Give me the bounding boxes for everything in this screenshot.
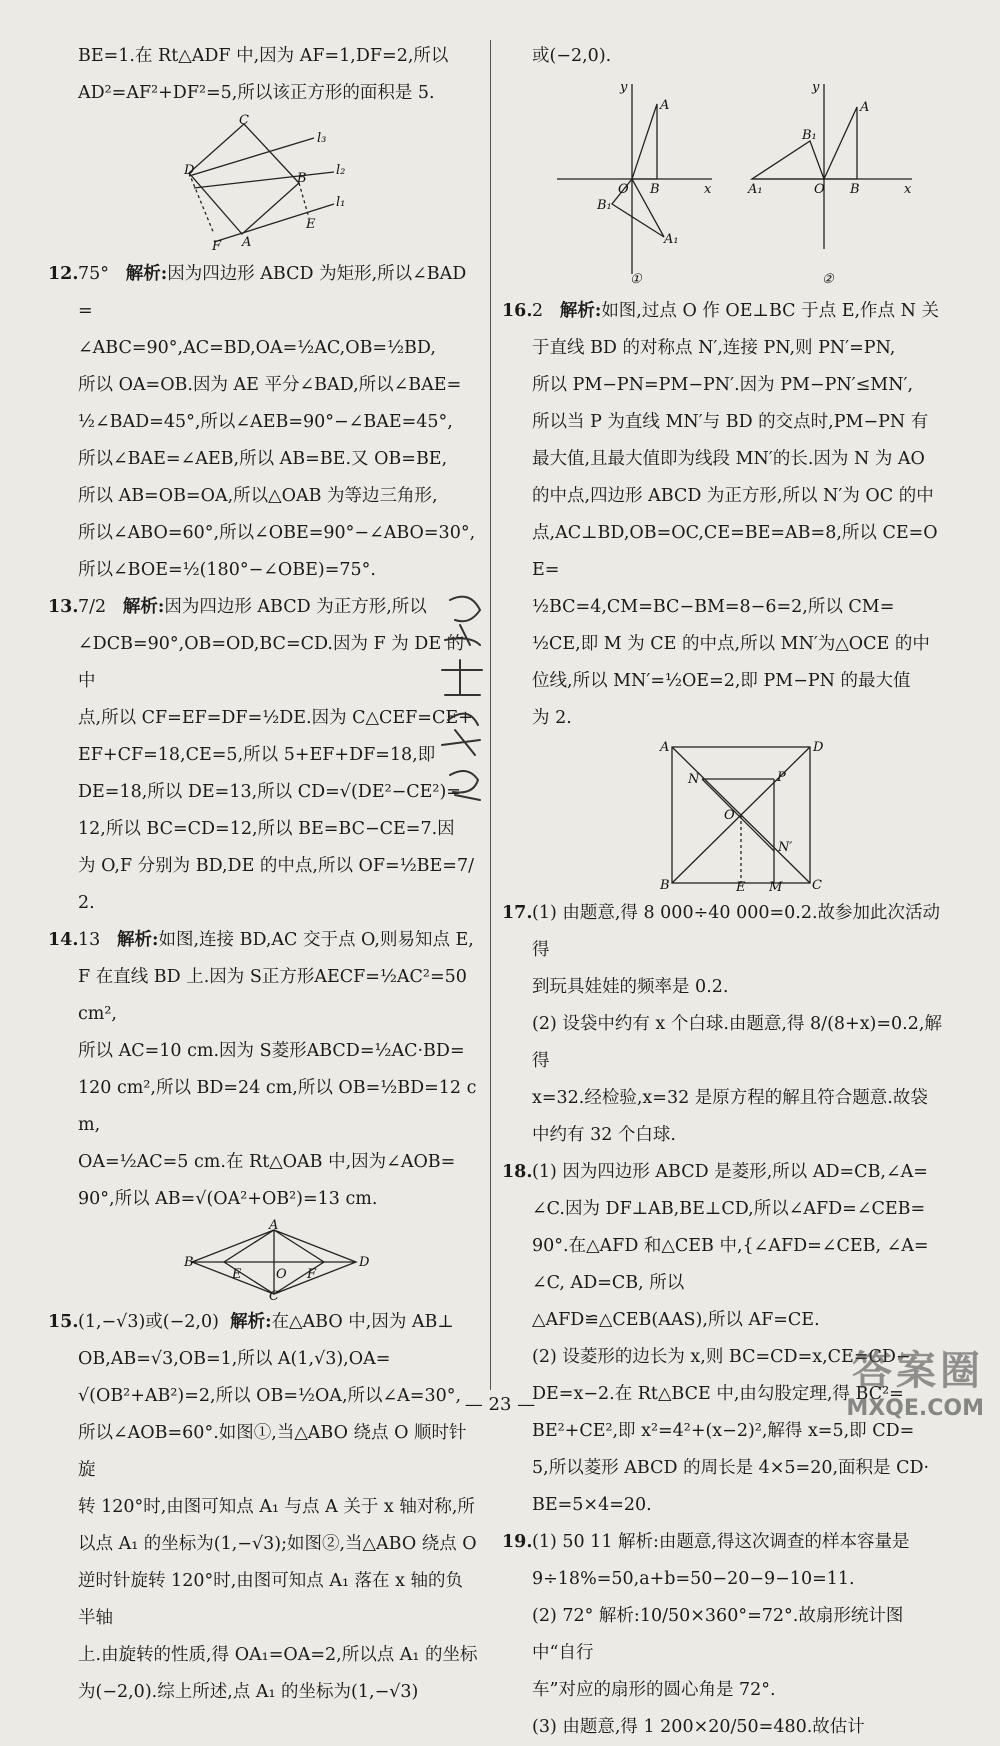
text-line: 所以∠ABO=60°,所以∠OBE=90°−∠ABO=30°, xyxy=(78,523,476,543)
text-line: 逆时针旋转 120°时,由图可知点 A₁ 落在 x 轴的负半轴 xyxy=(78,1571,464,1628)
text-line: F 在直线 BD 上.因为 S正方形AECF=½AC²=50 cm², xyxy=(78,967,467,1024)
text-line: 90°.在△AFD 和△CEB 中,{∠AFD=∠CEB, ∠A=∠C, AD=CB, 所以 xyxy=(532,1236,929,1293)
text-line: ½BC=4,CM=BC−BM=8−6=2,所以 CM= xyxy=(532,597,895,617)
item-number: 19. xyxy=(502,1532,533,1552)
analysis-label: 解析: xyxy=(125,264,168,284)
text-line: OA=½AC=5 cm.在 Rt△OAB 中,因为∠AOB= xyxy=(78,1152,456,1172)
fig-label: P xyxy=(777,770,786,785)
answer-value: 7/2 xyxy=(78,597,107,617)
text-line: x=32.经检验,x=32 是原方程的解且符合题意.故袋 xyxy=(532,1088,928,1108)
answer-value: 2 xyxy=(532,301,544,321)
right-column xyxy=(502,38,942,1746)
text-line: 到玩具娃娃的频率是 0.2. xyxy=(532,977,729,997)
fig-label: A xyxy=(860,100,870,115)
answer-17 xyxy=(502,895,942,1154)
text-line: (2) 设菱形的边长为 x,则 BC=CD=x,CE=CD− xyxy=(532,1347,911,1367)
text-line: 因为四边形 ABCD 为矩形,所以∠BAD= xyxy=(78,264,467,321)
fig-label: l₁ xyxy=(336,195,346,210)
item-number: 15. xyxy=(48,1312,79,1332)
text-line: ½∠BAD=45°,所以∠AEB=90°−∠BAE=45°, xyxy=(78,412,453,432)
fig-label: B xyxy=(650,182,660,197)
analysis-label: 解析: xyxy=(559,301,602,321)
answer-15 xyxy=(48,1304,480,1711)
text-line: 所以∠BOE=½(180°−∠OBE)=75°. xyxy=(78,560,376,580)
item-number: 12. xyxy=(48,264,79,284)
fig-label: B₁ xyxy=(802,128,817,143)
fig-label: B₁ xyxy=(597,198,612,213)
fig-label: ② xyxy=(822,272,834,287)
fig-label: A xyxy=(269,1218,279,1233)
fig-label: O xyxy=(618,182,629,197)
square-figure xyxy=(652,740,824,895)
text-line: 9÷18%=50,a+b=50−20−9−10=11. xyxy=(532,1569,855,1589)
fig-label: A₁ xyxy=(664,232,679,247)
fig-label: A xyxy=(660,98,670,113)
fig-label: C xyxy=(812,878,822,893)
text-line: 所以 AC=10 cm.因为 S菱形ABCD=½AC·BD= xyxy=(78,1041,465,1061)
text-line: 为(−2,0).综上所述,点 A₁ 的坐标为(1,−√3) xyxy=(78,1682,419,1702)
fig-label: E xyxy=(736,880,746,895)
text-line: ∠ABC=90°,AC=BD,OA=½AC,OB=½BD, xyxy=(78,338,436,358)
left-column xyxy=(48,38,480,1711)
text-line: (1) 50 11 解析:由题意,得这次调查的样本容量是 xyxy=(532,1532,910,1552)
fig-label: E xyxy=(306,217,316,232)
fig-label: C xyxy=(269,1289,279,1304)
text-line: 5,所以菱形 ABCD 的周长是 4×5=20,面积是 CD· xyxy=(532,1458,930,1478)
fig-label: C xyxy=(239,113,249,128)
text-line: 转 120°时,由图可知点 A₁ 与点 A 关于 x 轴对称,所 xyxy=(78,1497,475,1517)
text-line: BE=5×4=20. xyxy=(532,1495,652,1515)
rotation-figures xyxy=(552,79,922,289)
fig-label: B xyxy=(297,171,307,186)
text-line: 所以当 P 为直线 MN′与 BD 的交点时,PM−PN 有 xyxy=(532,412,929,432)
text-line: 中约有 32 个白球. xyxy=(532,1125,676,1145)
fig-label: O xyxy=(276,1267,287,1282)
text-line: (2) 设袋中约有 x 个白球.由题意,得 8/(8+x)=0.2,解得 xyxy=(532,1014,942,1071)
answer-value: 75° xyxy=(78,264,110,284)
handwritten-annotation xyxy=(430,580,500,810)
text-line: (1) 因为四边形 ABCD 是菱形,所以 AD=CB,∠A= xyxy=(532,1162,928,1182)
fig-label: l₂ xyxy=(336,163,346,178)
text-line: 如图,过点 O 作 OE⊥BC 于点 E,作点 N 关 xyxy=(601,301,939,321)
fig-label: B xyxy=(660,878,670,893)
text-line: 为 O,F 分别为 BD,DE 的中点,所以 OF=½BE=7/2. xyxy=(78,856,474,913)
answer-16 xyxy=(502,293,942,737)
analysis-label: 解析: xyxy=(116,930,159,950)
text-line: 因为四边形 ABCD 为正方形,所以 xyxy=(164,597,427,617)
fig-label: E xyxy=(232,1267,242,1282)
fig-label: F xyxy=(307,1267,317,1282)
text-line: 为 2. xyxy=(532,708,572,728)
text-line: DE=18,所以 DE=13,所以 CD=√(DE²−CE²)= xyxy=(78,782,461,802)
text-line: 所以∠BAE=∠AEB,所以 AB=BE.又 OB=BE, xyxy=(78,449,448,469)
answer-value: (1,−√3)或(−2,0) xyxy=(78,1312,219,1332)
text-line: △AFD≌△CEB(AAS),所以 AF=CE. xyxy=(532,1310,820,1330)
text-line: 最大值,且最大值即为线段 MN′的长.因为 N 为 AO xyxy=(532,449,925,469)
fig-label: N xyxy=(688,772,700,787)
item-number: 18. xyxy=(502,1162,533,1182)
fig-label: B xyxy=(184,1255,194,1270)
square-with-parallel-lines-figure xyxy=(184,113,374,254)
answer-13 xyxy=(48,589,480,922)
text-line: 位线,所以 MN′=½OE=2,即 PM−PN 的最大值 xyxy=(532,671,911,691)
fig-label: x xyxy=(904,182,912,197)
text-line: 在△ABO 中,因为 AB⊥ xyxy=(271,1312,454,1332)
fig-label: F xyxy=(212,239,222,254)
item-number: 13. xyxy=(48,597,79,617)
text-line: DE=x−2.在 Rt△BCE 中,由勾股定理,得 BC²= xyxy=(532,1384,904,1404)
text-line: 12,所以 BC=CD=12,所以 BE=BC−CE=7.因 xyxy=(78,819,455,839)
answer-19 xyxy=(502,1524,942,1746)
text-line: 上.由旋转的性质,得 OA₁=OA=2,所以点 A₁ 的坐标 xyxy=(78,1645,478,1665)
text-line: 120 cm²,所以 BD=24 cm,所以 OB=½BD=12 cm, xyxy=(78,1078,477,1135)
fig-label: x xyxy=(704,182,712,197)
fig-label: A xyxy=(242,235,252,250)
text-line: 所以 OA=OB.因为 AE 平分∠BAD,所以∠BAE= xyxy=(78,375,462,395)
intro-line: BE=1.在 Rt△ADF 中,因为 AF=1,DF=2,所以 xyxy=(78,46,449,66)
fig-label: O xyxy=(724,808,735,823)
fig-label: A xyxy=(660,740,670,755)
text-line: 所以 AB=OB=OA,所以△OAB 为等边三角形, xyxy=(78,486,438,506)
text-line: BE²+CE²,即 x²=4²+(x−2)²,解得 x=5,即 CD= xyxy=(532,1421,915,1441)
watermark-url: MXQE.COM xyxy=(846,1396,984,1421)
rhombus-figure xyxy=(184,1218,374,1304)
fig-label: y xyxy=(812,80,820,95)
text-line: 点,所以 CF=EF=DF=½DE.因为 C△CEF=CE+ xyxy=(78,708,473,728)
text-line: 点,AC⊥BD,OB=OC,CE=BE=AB=8,所以 CE=OE= xyxy=(532,523,938,580)
answer-14 xyxy=(48,922,480,1218)
fig-label: D xyxy=(184,163,195,178)
text-line: 于直线 BD 的对称点 N′,连接 PN,则 PN′=PN, xyxy=(532,338,896,358)
text-line: ½CE,即 M 为 CE 的中点,所以 MN′为△OCE 的中 xyxy=(532,634,930,654)
item-number: 14. xyxy=(48,930,79,950)
text-line: (2) 72° 解析:10/50×360°=72°.故扇形统计图中“自行 xyxy=(532,1606,904,1663)
text-line: 90°,所以 AB=√(OA²+OB²)=13 cm. xyxy=(78,1189,378,1209)
text-line: √(OB²+AB²)=2,所以 OB=½OA,所以∠A=30°, xyxy=(78,1386,462,1406)
text-line: 所以 PM−PN=PM−PN′.因为 PM−PN′≤MN′, xyxy=(532,375,914,395)
text-line: ∠C.因为 DF⊥AB,BE⊥CD,所以∠AFD=∠CEB= xyxy=(532,1199,926,1219)
text-line: (3) 由题意,得 1 200×20/50=480.故估计 xyxy=(532,1717,865,1737)
intro-line: 或(−2,0). xyxy=(532,46,612,66)
fig-label: l₃ xyxy=(317,131,327,146)
answer-12 xyxy=(48,256,480,589)
answer-value: 13 xyxy=(78,930,101,950)
intro-line: AD²=AF²+DF²=5,所以该正方形的面积是 5. xyxy=(78,83,435,103)
item-number: 17. xyxy=(502,903,533,923)
text-line: (1) 由题意,得 8 000÷40 000=0.2.故参加此次活动得 xyxy=(532,903,941,960)
fig-label: B xyxy=(850,182,860,197)
text-line: 以点 A₁ 的坐标为(1,−√3);如图②,当△ABO 绕点 O xyxy=(78,1534,477,1554)
fig-label: A₁ xyxy=(748,182,763,197)
analysis-label: 解析: xyxy=(122,597,165,617)
fig-label: D xyxy=(813,740,824,755)
fig-label: M xyxy=(769,880,783,895)
text-line: 的中点,四边形 ABCD 为正方形,所以 N′为 OC 的中 xyxy=(532,486,934,506)
fig-label: D xyxy=(359,1255,370,1270)
fig-label: ① xyxy=(630,272,642,287)
item-number: 16. xyxy=(502,301,533,321)
text-line: OB,AB=√3,OB=1,所以 A(1,√3),OA= xyxy=(78,1349,391,1369)
fig-label: y xyxy=(620,80,628,95)
text-line: 所以∠AOB=60°.如图①,当△ABO 绕点 O 顺时针旋 xyxy=(78,1423,467,1480)
analysis-label: 解析: xyxy=(230,1312,272,1332)
text-line: ∠DCB=90°,OB=OD,BC=CD.因为 F 为 DE 的中 xyxy=(78,634,465,691)
watermark-title: 答案圈 xyxy=(852,1348,984,1394)
fig-label: O xyxy=(814,182,825,197)
text-line: 如图,连接 BD,AC 交于点 O,则易知点 E, xyxy=(158,930,474,950)
page-number: — 23 — xyxy=(464,1394,536,1415)
text-line: 车”对应的扇形的圆心角是 72°. xyxy=(532,1680,776,1700)
fig-label: N′ xyxy=(778,840,793,855)
text-line: EF+CF=18,CE=5,所以 5+EF+DF=18,即 xyxy=(78,745,436,765)
watermark xyxy=(846,1339,984,1421)
